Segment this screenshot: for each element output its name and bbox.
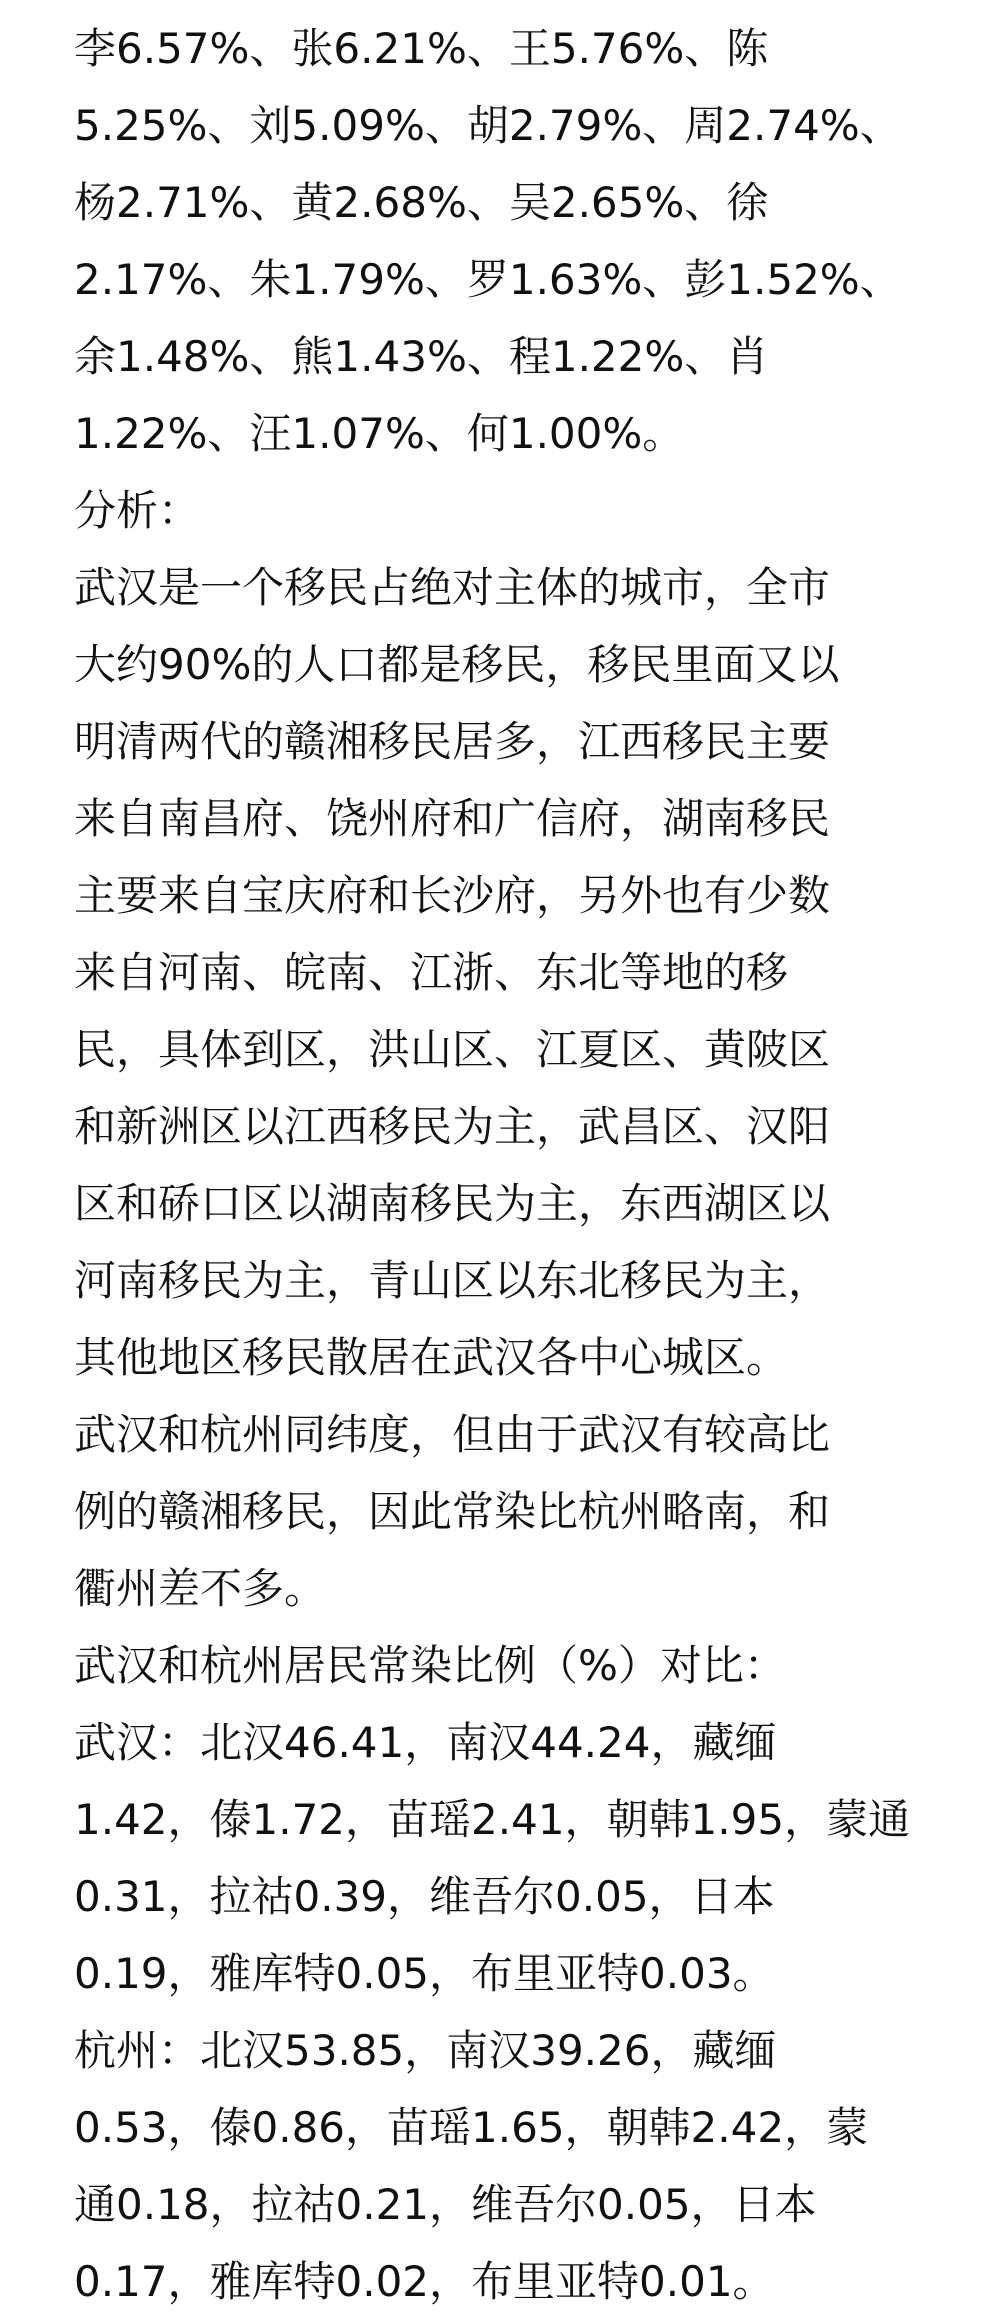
text-line: 2.17%、朱1.79%、罗1.63%、彭1.52%、 xyxy=(74,255,902,304)
text-line: 武汉是一个移民占绝对主体的城市，全市 xyxy=(74,563,831,612)
text-line: 其他地区移民散居在武汉各中心城区。 xyxy=(74,1333,789,1382)
text-line: 0.19，雅库特0.05，布里亚特0.03。 xyxy=(74,1949,775,1998)
text-line: 武汉：北汉46.41，南汉44.24，藏缅 xyxy=(74,1718,777,1767)
text-line: 衢州差不多。 xyxy=(74,1564,327,1613)
text-line: 来自南昌府、饶州府和广信府，湖南移民 xyxy=(74,794,831,843)
text-line: 杨2.71%、黄2.68%、吴2.65%、徐 xyxy=(74,178,769,227)
text-line: 余1.48%、熊1.43%、程1.22%、肖 xyxy=(74,332,769,381)
article-text xyxy=(74,10,944,2320)
text-line: 武汉和杭州同纬度，但由于武汉有较高比 xyxy=(74,1410,831,1459)
text-line: 来自河南、皖南、江浙、东北等地的移 xyxy=(74,948,789,997)
text-line: 主要来自宝庆府和长沙府，另外也有少数 xyxy=(74,871,831,920)
text-line: 0.31，拉祜0.39，维吾尔0.05，日本 xyxy=(74,1872,775,1921)
text-line: 区和硚口区以湖南移民为主，东西湖区以 xyxy=(74,1179,831,1228)
text-line: 5.25%、刘5.09%、胡2.79%、周2.74%、 xyxy=(74,101,902,150)
text-line: 通0.18，拉祜0.21，维吾尔0.05，日本 xyxy=(74,2180,817,2229)
text-line: 大约90%的人口都是移民，移民里面又以 xyxy=(74,640,840,689)
text-line: 民，具体到区，洪山区、江夏区、黄陂区 xyxy=(74,1025,831,1074)
text-line: 河南移民为主，青山区以东北移民为主， xyxy=(74,1256,831,1305)
text-line: 1.42，傣1.72，苗瑶2.41，朝韩1.95，蒙通 xyxy=(74,1795,911,1844)
text-line: 1.22%、汪1.07%、何1.00%。 xyxy=(74,409,685,458)
text-line: 和新洲区以江西移民为主，武昌区、汉阳 xyxy=(74,1102,831,1151)
text-line: 杭州：北汉53.85，南汉39.26，藏缅 xyxy=(74,2026,777,2075)
text-line: 例的赣湘移民，因此常染比杭州略南，和 xyxy=(74,1487,831,1536)
comparison-heading: 武汉和杭州居民常染比例（%）对比： xyxy=(74,1641,786,1690)
text-line: 李6.57%、张6.21%、王5.76%、陈 xyxy=(74,24,769,73)
text-line: 0.53，傣0.86，苗瑶1.65，朝韩2.42，蒙 xyxy=(74,2103,869,2152)
text-line: 明清两代的赣湘移民居多，江西移民主要 xyxy=(74,717,831,766)
section-heading-analysis: 分析： xyxy=(74,486,201,535)
text-line: 0.17，雅库特0.02，布里亚特0.01。 xyxy=(74,2257,775,2306)
